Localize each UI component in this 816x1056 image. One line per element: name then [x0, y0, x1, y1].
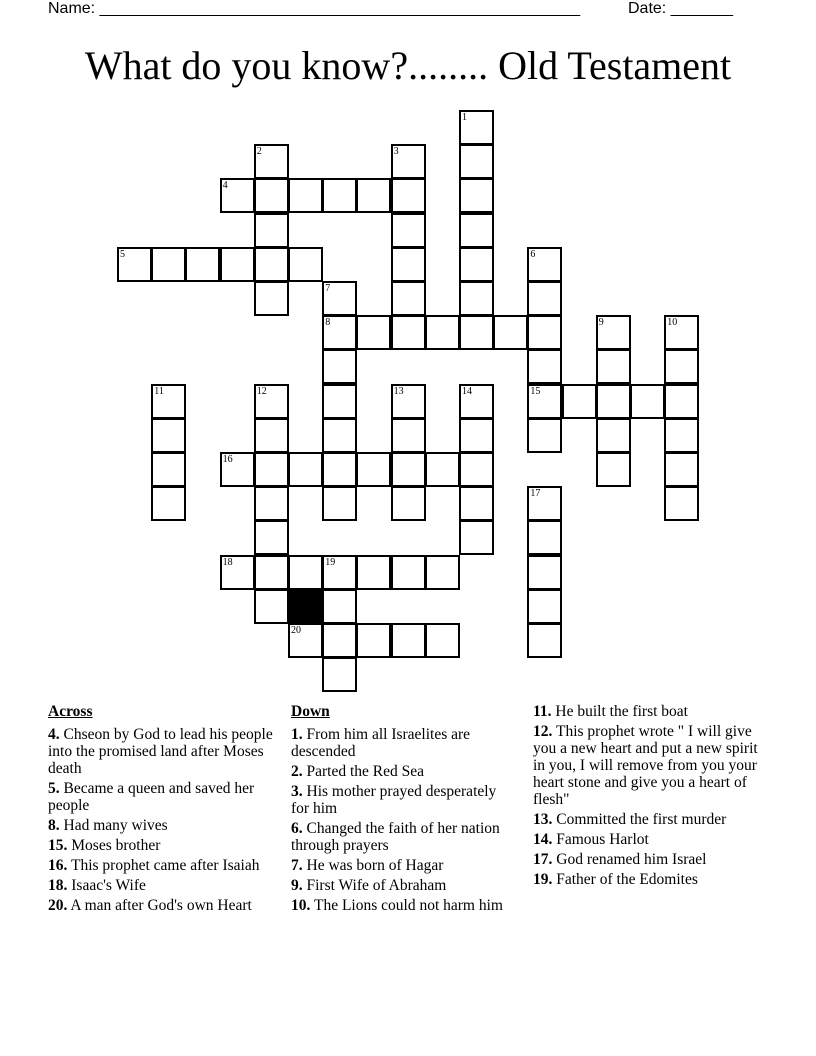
clue-number: 18	[222, 556, 233, 568]
clue-text: The Lions could not harm him	[313, 897, 503, 914]
grid-cell[interactable]	[220, 452, 255, 487]
down-heading: Down	[291, 703, 330, 720]
grid-cell[interactable]	[664, 315, 699, 350]
grid-cell[interactable]	[527, 247, 562, 282]
grid-cell[interactable]	[322, 657, 357, 692]
clue-item	[291, 857, 516, 874]
down-clues	[291, 703, 516, 917]
clue-text: First Wife of Abraham	[306, 877, 447, 894]
clue-number: 13.	[533, 811, 553, 828]
grid-cell[interactable]	[459, 281, 494, 316]
grid-cell[interactable]	[391, 247, 426, 282]
grid-cell[interactable]	[391, 418, 426, 453]
grid-cell[interactable]	[322, 418, 357, 453]
grid-cell[interactable]	[254, 281, 289, 316]
grid-cell[interactable]	[425, 315, 460, 350]
clue-text: Chseon by God to lead his people into the promised land after Moses death	[48, 726, 273, 777]
grid-cell[interactable]	[254, 418, 289, 453]
grid-cell[interactable]	[254, 486, 289, 521]
down-clues-continued	[533, 703, 768, 891]
grid-cell[interactable]	[391, 384, 426, 419]
grid-cell[interactable]	[391, 144, 426, 179]
clue-number: 5	[120, 248, 125, 260]
grid-cell[interactable]	[391, 486, 426, 521]
clue-number: 9	[598, 317, 604, 329]
grid-cell[interactable]	[288, 623, 323, 658]
clue-text: Changed the faith of her nation through prayers	[291, 820, 500, 854]
clue-item	[48, 837, 273, 854]
grid-cell[interactable]	[220, 178, 255, 213]
grid-cell[interactable]	[630, 384, 665, 419]
clue-item	[533, 723, 768, 808]
grid-cell[interactable]	[459, 213, 494, 248]
grid-cell[interactable]	[459, 315, 494, 350]
clue-number: 8	[325, 317, 331, 329]
grid-cell[interactable]	[391, 555, 426, 590]
grid-cell[interactable]	[254, 520, 289, 555]
grid-cell[interactable]	[151, 384, 186, 419]
clue-number: 12.	[533, 723, 553, 740]
clue-text: From him all Israelites are descended	[291, 726, 471, 760]
grid-cell[interactable]	[322, 623, 357, 658]
grid-cell[interactable]	[151, 418, 186, 453]
grid-cell[interactable]	[664, 452, 699, 487]
clue-text: Parted the Red Sea	[306, 763, 425, 780]
grid-cell[interactable]	[391, 213, 426, 248]
clue-number: 2	[256, 146, 262, 158]
clue-number: 15.	[48, 837, 68, 854]
grid-cell[interactable]	[288, 247, 323, 282]
clue-number: 7.	[291, 857, 303, 874]
grid-cell[interactable]	[527, 384, 562, 419]
clue-number: 1	[462, 112, 467, 123]
clue-item	[291, 897, 516, 914]
grid-cell[interactable]	[527, 486, 562, 521]
date-field: Date: _______	[628, 0, 733, 17]
clue-number: 12	[256, 385, 267, 397]
clue-number: 8.	[48, 817, 60, 834]
grid-cell[interactable]	[254, 213, 289, 248]
grid-cell[interactable]	[664, 349, 699, 384]
clue-text: This prophet wrote " I will give you a new heart and put a new spirit in you, I will remove from you your heart stone and give you a heart of flesh"	[533, 723, 758, 808]
grid-cell[interactable]	[425, 452, 460, 487]
clue-text: Moses brother	[71, 837, 161, 854]
clue-item	[533, 851, 768, 868]
clue-number: 1.	[291, 726, 303, 743]
clue-item	[533, 811, 768, 828]
clue-number: 16	[222, 454, 233, 465]
black-cell	[288, 589, 323, 624]
grid-cell[interactable]	[459, 418, 494, 453]
clue-number: 5.	[48, 780, 60, 797]
across-clues	[48, 703, 273, 917]
clue-number: 19.	[533, 871, 553, 888]
clue-number: 6.	[291, 820, 303, 837]
clue-item	[48, 877, 273, 894]
clue-item	[48, 897, 273, 914]
grid-cell[interactable]	[254, 384, 289, 419]
clue-number: 11.	[533, 703, 552, 720]
grid-cell[interactable]	[391, 315, 426, 350]
grid-cell[interactable]	[664, 418, 699, 453]
clue-item	[291, 820, 516, 854]
clue-text: He built the first boat	[555, 703, 688, 720]
clue-number: 17	[530, 488, 541, 500]
grid-cell[interactable]	[527, 589, 562, 624]
name-field: Name: ______________________________________________________	[48, 0, 581, 17]
grid-cell[interactable]	[459, 178, 494, 213]
clue-number: 2.	[291, 763, 303, 780]
clue-item	[291, 877, 516, 894]
grid-cell[interactable]	[288, 452, 323, 487]
grid-cell[interactable]	[459, 384, 494, 419]
grid-cell[interactable]	[254, 452, 289, 487]
clue-number: 20.	[48, 897, 68, 914]
grid-cell[interactable]	[596, 452, 631, 487]
clue-number: 3	[393, 146, 399, 158]
clue-text: He was born of Hagar	[306, 857, 444, 874]
grid-cell[interactable]	[254, 178, 289, 213]
clue-number: 13	[393, 385, 404, 397]
clue-item	[291, 726, 516, 760]
clue-number: 16.	[48, 857, 68, 874]
clue-item	[533, 703, 768, 720]
clue-number: 19	[325, 556, 336, 568]
clue-number: 10	[667, 317, 678, 329]
grid-cell[interactable]	[391, 623, 426, 658]
grid-cell[interactable]	[459, 247, 494, 282]
grid-cell[interactable]	[596, 315, 631, 350]
clue-text: This prophet came after Isaiah	[70, 857, 260, 874]
grid-cell[interactable]	[459, 486, 494, 521]
clue-item	[48, 780, 273, 814]
across-heading: Across	[48, 703, 93, 720]
grid-cell[interactable]	[254, 555, 289, 590]
grid-cell[interactable]	[527, 349, 562, 384]
clue-item	[48, 817, 273, 834]
clue-number: 15	[530, 385, 541, 397]
grid-cell[interactable]	[254, 247, 289, 282]
clue-number: 14	[462, 385, 472, 397]
grid-cell[interactable]	[459, 110, 494, 145]
grid-cell[interactable]	[322, 452, 357, 487]
grid-cell[interactable]	[527, 555, 562, 590]
clue-number: 17.	[533, 851, 553, 868]
clue-item	[291, 783, 516, 817]
grid-cell[interactable]	[185, 247, 220, 282]
clue-number: 6	[530, 248, 536, 260]
clue-number: 10.	[291, 897, 311, 914]
grid-cell[interactable]	[459, 452, 494, 487]
grid-cell[interactable]	[288, 178, 323, 213]
grid-cell[interactable]	[493, 315, 528, 350]
grid-cell[interactable]	[459, 144, 494, 179]
clue-text: God renamed him Israel	[556, 851, 707, 868]
clue-text: His mother prayed desperately for him	[291, 783, 497, 817]
grid-cell[interactable]	[391, 178, 426, 213]
clue-number: 14.	[533, 831, 553, 848]
clue-item	[533, 831, 768, 848]
grid-cell[interactable]	[322, 589, 357, 624]
grid-cell[interactable]	[117, 247, 152, 282]
clue-text: Had many wives	[63, 817, 168, 834]
grid-cell[interactable]	[322, 555, 357, 590]
grid-cell[interactable]	[356, 623, 391, 658]
clue-text: A man after God's own Heart	[70, 897, 252, 914]
clue-number: 3.	[291, 783, 303, 800]
grid-cell[interactable]	[664, 384, 699, 419]
grid-cell[interactable]	[527, 315, 562, 350]
clue-text: Committed the first murder	[556, 811, 727, 828]
grid-cell[interactable]	[322, 281, 357, 316]
grid-cell[interactable]	[391, 281, 426, 316]
grid-cell[interactable]	[322, 486, 357, 521]
clue-item	[291, 763, 516, 780]
clue-text: Father of the Edomites	[556, 871, 698, 888]
grid-cell[interactable]	[527, 418, 562, 453]
clue-number: 20	[291, 625, 301, 636]
clue-item	[48, 857, 273, 874]
grid-cell[interactable]	[356, 555, 391, 590]
grid-cell[interactable]	[220, 247, 255, 282]
clue-number: 4.	[48, 726, 60, 743]
grid-cell[interactable]	[254, 589, 289, 624]
grid-cell[interactable]	[425, 623, 460, 658]
grid-cell[interactable]	[288, 555, 323, 590]
grid-cell[interactable]	[151, 452, 186, 487]
grid-cell[interactable]	[596, 384, 631, 419]
clue-number: 7	[325, 283, 331, 294]
grid-cell[interactable]	[322, 315, 357, 350]
clue-number: 11	[154, 385, 164, 397]
clue-number: 18.	[48, 877, 68, 894]
puzzle-title: What do you know?........ Old Testament	[84, 43, 732, 88]
grid-cell[interactable]	[322, 178, 357, 213]
grid-cell[interactable]	[425, 555, 460, 590]
grid-cell[interactable]	[356, 178, 391, 213]
clue-text: Famous Harlot	[556, 831, 649, 848]
clue-item	[48, 726, 273, 777]
grid-cell[interactable]	[322, 349, 357, 384]
grid-cell[interactable]	[254, 144, 289, 179]
grid-cell[interactable]	[527, 623, 562, 658]
clue-text: Isaac's Wife	[71, 877, 146, 894]
grid-cell[interactable]	[151, 486, 186, 521]
clue-text: Became a queen and saved her people	[48, 780, 255, 814]
grid-cell[interactable]	[596, 418, 631, 453]
grid-cell[interactable]	[356, 452, 391, 487]
grid-cell[interactable]	[220, 555, 255, 590]
grid-cell[interactable]	[459, 520, 494, 555]
clue-item	[533, 871, 768, 888]
grid-cell[interactable]	[356, 315, 391, 350]
grid-cell[interactable]	[151, 247, 186, 282]
clue-number: 9.	[291, 877, 303, 894]
grid-cell[interactable]	[527, 281, 562, 316]
grid-cell[interactable]	[391, 452, 426, 487]
grid-cell[interactable]	[596, 349, 631, 384]
grid-cell[interactable]	[322, 384, 357, 419]
grid-cell[interactable]	[562, 384, 597, 419]
grid-cell[interactable]	[664, 486, 699, 521]
clue-number: 4	[222, 180, 228, 192]
grid-cell[interactable]	[527, 520, 562, 555]
